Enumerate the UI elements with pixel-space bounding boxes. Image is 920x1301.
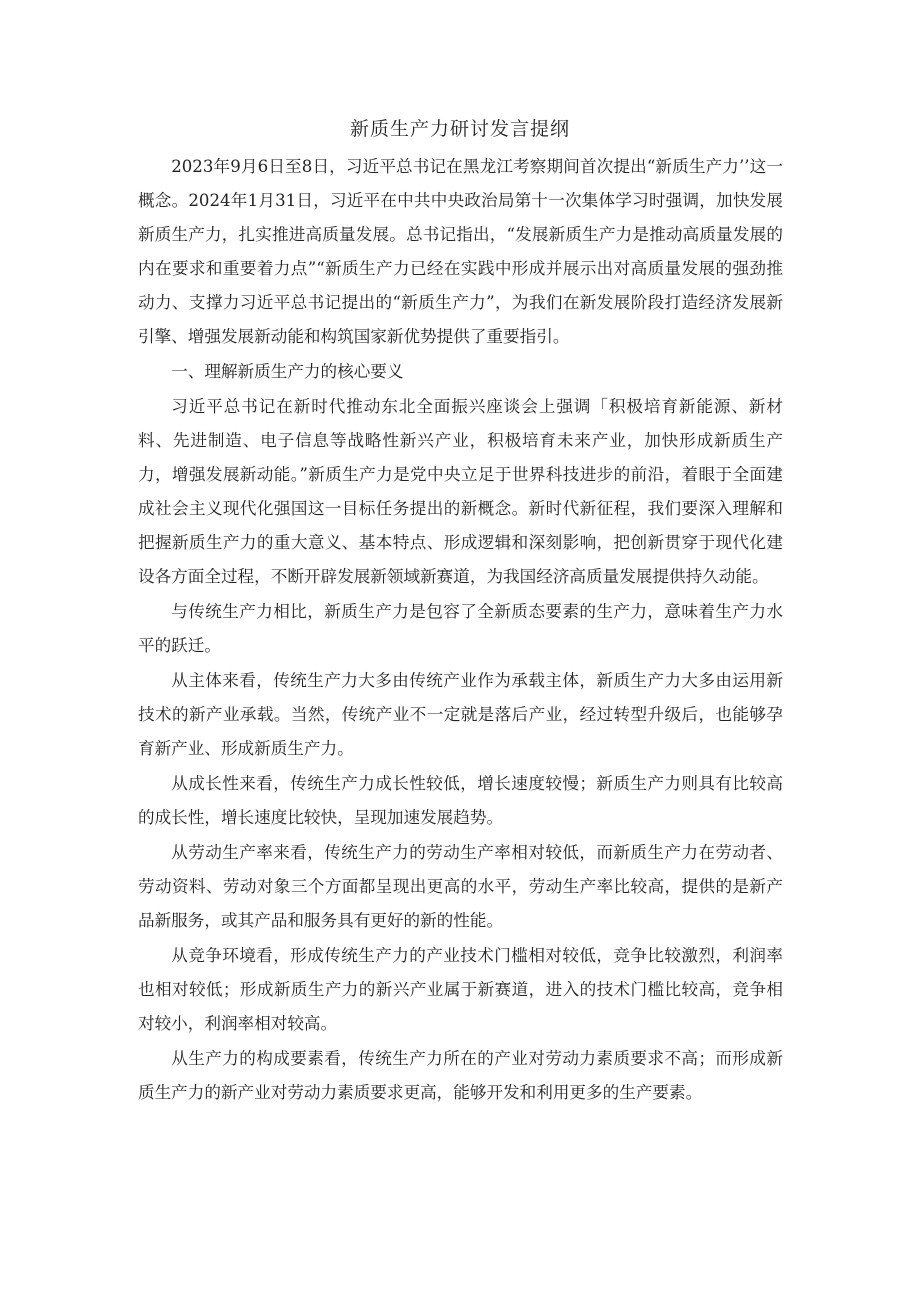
section-heading-1: 一、理解新质生产力的核心要义 <box>171 362 404 381</box>
paragraph-intro: 2023年9月6日至8日，习近平总书记在黑龙江考察期间首次提出“新质生产力’’这一概念。2024年1月31日，习近平在中共中央政治局第十一次集体学习时强调，加快发展新质生产力，扎实推进高质量发展。总书记指出，“发展新质生产力是推动高质量发展的内在要求和重要着力点”“新质生产力已经在实践中形成并展示出对高质量发展的强劲推动力、支撑力习近平总书记提出的“新质生产力”，为我们在新发展阶段打造经济发展新引擎、增强发展新动能和构筑国家新优势提供了重要指引。 <box>138 157 783 346</box>
paragraph-core-meaning: 习近平总书记在新时代推动东北全面振兴座谈会上强调「积极培育新能源、新材料、先进制造、电子信息等战略性新兴产业，积极培育未来产业，加快形成新质生产力，增强发展新动能。”新质生产力是党中央立足于世界科技进步的前沿，着眼于全面建成社会主义现代化强国这一目标任务提出的新概念。新时代新征程，我们要深入理解和把握新质生产力的重大意义、基本特点、形成逻辑和深刻影响，把创新贯穿于现代化建设各方面全过程，不断开辟发展新领域新赛道，为我国经济高质量发展提供持久动能。 <box>138 397 783 586</box>
paragraph-competition: 从竞争环境看，形成传统生产力的产业技术门槛相对较低，竞争比较激烈，利润率也相对较低；形成新质生产力的新兴产业属于新赛道，进入的技术门槛比较高，竞争相对较小，利润率相对较高。 <box>138 946 783 1033</box>
paragraph-productivity: 从劳动生产率来看，传统生产力的劳动生产率相对较低，而新质生产力在劳动者、劳动资料、劳动对象三个方面都呈现出更高的水平，劳动生产率比较高，提供的是新产品新服务，或其产品和服务具有更好的新的性能。 <box>138 843 783 930</box>
paragraph-growth: 从成长性来看，传统生产力成长性较低，增长速度较慢；新质生产力则具有比较高的成长性，增长速度比较快，呈现加速发展趋势。 <box>138 774 783 827</box>
paragraph-comparison: 与传统生产力相比，新质生产力是包容了全新质态要素的生产力，意味着生产力水平的跃迁。 <box>138 602 783 655</box>
paragraph-subject: 从主体来看，传统生产力大多由传统产业作为承载主体，新质生产力大多由运用新技术的新产业承载。当然，传统产业不一定就是落后产业，经过转型升级后，也能够孕育新产业、形成新质生产力。 <box>138 671 783 758</box>
document-body <box>138 150 783 1111</box>
paragraph-factors: 从生产力的构成要素看，传统生产力所在的产业对劳动力素质要求不高；而形成新质生产力的新产业对劳动力素质要求更高，能够开发和利用更多的生产要素。 <box>138 1049 783 1102</box>
document-title: 新质生产力研讨发言提纲 <box>349 118 570 140</box>
